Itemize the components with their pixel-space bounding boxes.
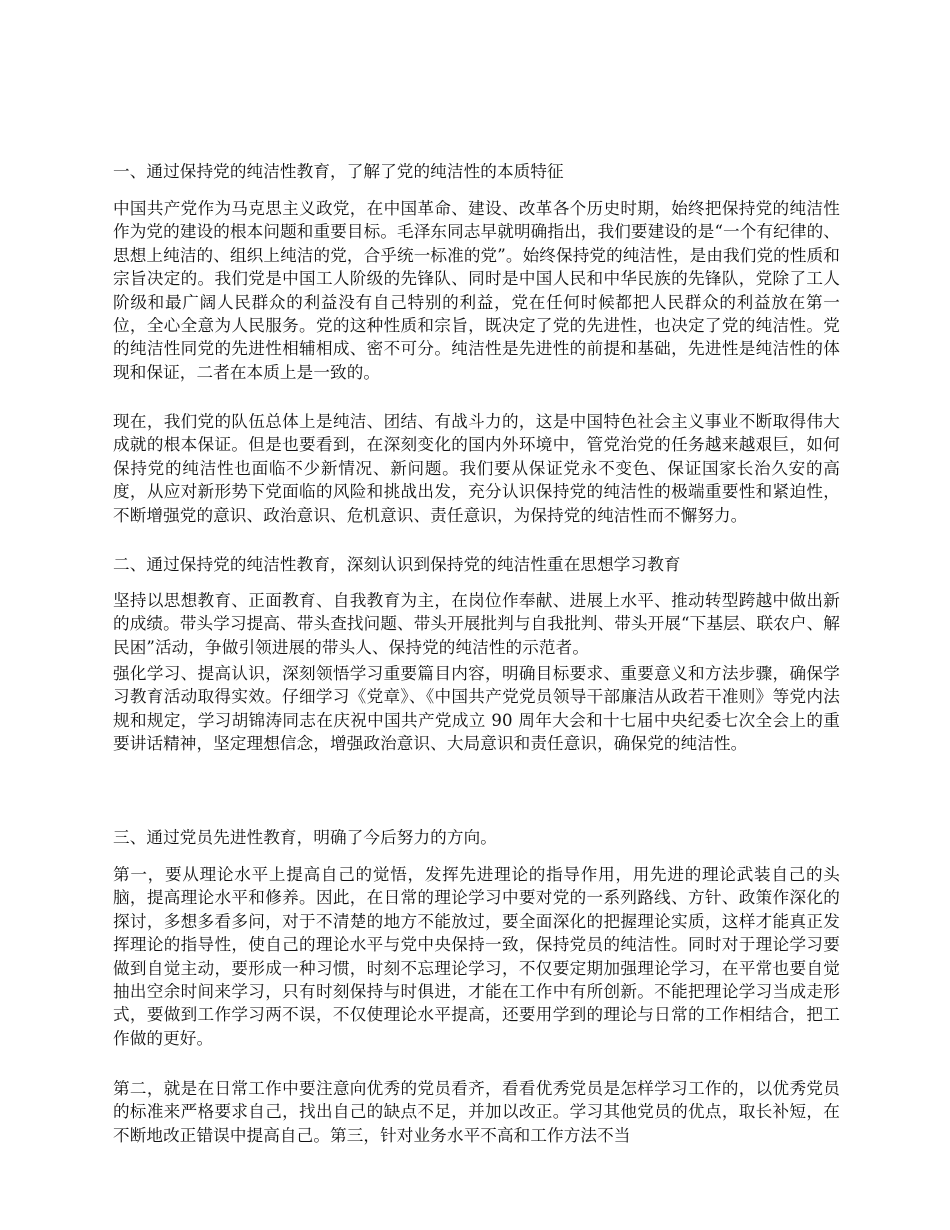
paragraph-2: 现在，我们党的队伍总体上是纯洁、团结、有战斗力的，这是中国特色社会主义事业不断取得伟大成就的根本保证。但是也要看到，在深刻变化的国内外环境中，管党治党的任务越来越艰巨，如何保持党的纯洁性也面临不少新情况、新问题。我们要从保证党永不变色、保证国家长治久安的高度，从应对新形势下党面临的风险和挑战出发，充分认识保持党的纯洁性的极端重要性和紧迫性，不断增强党的意识、政治意识、危机意识、责任意识，为保持党的纯洁性而不懈努力。 bbox=[113, 412, 840, 525]
paragraph-5: 第一，要从理论水平上提高自己的觉悟，发挥先进理论的指导作用，用先进的理论武装自己的头脑，提高理论水平和修养。因此，在日常的理论学习中要对党的一系列路线、方针、政策作深化的探讨，多想多看多问，对于不清楚的地方不能放过，要全面深化的把握理论实质，这样才能真正发挥理论的指导性，使自己的理论水平与党中央保持一致，保持党员的纯洁性。同时对于理论学习要做到自觉主动，要形成一种习惯，时刻不忘理论学习，不仅要定期加强理论学习，在平常也要自觉抽出空余时间来学习，只有时刻保持与时俱进，才能在工作中有所创新。不能把理论学习当成走形式，要做到工作学习两不误，不仅使理论水平提高，还要用学到的理论与日常的工作相结合，把工作做的更好。 bbox=[113, 865, 840, 1048]
section-heading-3: 三、通过党员先进性教育，明确了今后努力的方向。 bbox=[113, 828, 497, 847]
section-heading-2: 二、通过保持党的纯洁性教育，深刻认识到保持党的纯洁性重在思想学习教育 bbox=[113, 555, 681, 574]
paragraph-4: 强化学习、提高认识，深刻领悟学习重要篇目内容，明确目标要求、重要意义和方法步骤，确保学习教育活动取得实效。仔细学习《党章》、《中国共产党党员领导干部廉洁从政若干准则》等党内法规和规定，学习胡锦涛同志在庆祝中国共产党成立 90 周年大会和十七届中央纪委七次全会上的重要讲话精神，坚定理想信念，增强政治意识、大局意识和责任意识，确保党的纯洁性。 bbox=[113, 664, 840, 754]
paragraph-6: 第二，就是在日常工作中要注意向优秀的党员看齐，看看优秀党员是怎样学习工作的，以优秀党员的标准来严格要求自己，找出自己的缺点不足，并加以改正。学习其他党员的优点，取长补短，在不断地改正错误中提高自己。第三，针对业务水平不高和工作方法不当 bbox=[113, 1079, 840, 1145]
section-heading-1: 一、通过保持党的纯洁性教育，了解了党的纯洁性的本质特征 bbox=[113, 162, 564, 181]
paragraph-1: 中国共产党作为马克思主义政党，在中国革命、建设、改革各个历史时期，始终把保持党的纯洁性作为党的建设的根本问题和重要目标。毛泽东同志早就明确指出，我们要建设的是“一个有纪律的、思想上纯洁的、组织上纯洁的党，合乎统一标准的党”。始终保持党的纯洁性，是由我们党的性质和宗旨决定的。我们党是中国工人阶级的先锋队、同时是中国人民和中华民族的先锋队，党除了工人阶级和最广阔人民群众的利益没有自己特别的利益，党在任何时候都把人民群众的利益放在第一位，全心全意为人民服务。党的这种性质和宗旨，既决定了党的先进性，也决定了党的纯洁性。党的纯洁性同党的先进性相辅相成、密不可分。纯洁性是先进性的前提和基础，先进性是纯洁性的体现和保证，二者在本质上是一致的。 bbox=[113, 199, 840, 382]
paragraph-3: 坚持以思想教育、正面教育、自我教育为主，在岗位作奉献、进展上水平、推动转型跨越中做出新的成绩。带头学习提高、带头查找问题、带头开展批判与自我批判、带头开展“下基层、联农户、解民困”活动，争做引领进展的带头人、保持党的纯洁性的示范者。 bbox=[113, 591, 840, 657]
